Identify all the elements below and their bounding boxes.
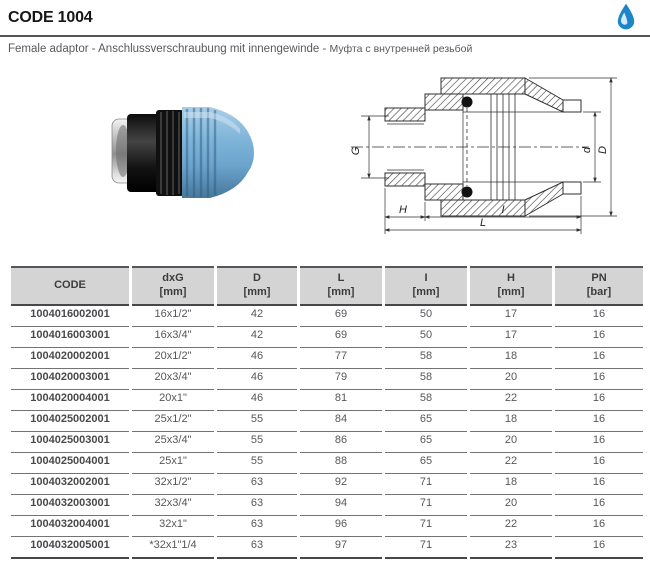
cell-value: 71 (385, 537, 467, 559)
cell-code: 1004025003001 (11, 432, 129, 453)
cell-value: 32x1/2" (132, 474, 214, 495)
dim-label-L: L (479, 217, 487, 229)
cell-value: 79 (300, 369, 382, 390)
cell-value: 16 (555, 516, 643, 537)
cell-value: 23 (470, 537, 552, 559)
table-row (11, 306, 643, 327)
subtitle-ru: Муфта с внутренней резьбой (329, 43, 473, 55)
cell-value: 16 (555, 432, 643, 453)
cell-code: 1004032004001 (11, 516, 129, 537)
cell-value: 50 (385, 327, 467, 348)
table-row (11, 516, 643, 537)
cell-value: 16 (555, 348, 643, 369)
cell-value: 16 (555, 474, 643, 495)
cell-code: 1004025004001 (11, 453, 129, 474)
cell-value: 17 (470, 306, 552, 327)
cell-value: 77 (300, 348, 382, 369)
cell-value: 22 (470, 390, 552, 411)
cell-value: 88 (300, 453, 382, 474)
product-photo (110, 104, 260, 204)
cell-value: 20x3/4" (132, 369, 214, 390)
cell-value: 58 (385, 369, 467, 390)
spec-table-body (11, 306, 643, 559)
fitting-blue-nut (182, 107, 254, 198)
table-row (11, 369, 643, 390)
cell-code: 1004016003001 (11, 327, 129, 348)
cell-value: 32x1" (132, 516, 214, 537)
cell-code: 1004032002001 (11, 474, 129, 495)
cell-value: 18 (470, 348, 552, 369)
table-row (11, 411, 643, 432)
cell-value: 69 (300, 327, 382, 348)
column-header-D: D [mm] (217, 266, 297, 306)
cell-value: 25x3/4" (132, 432, 214, 453)
cell-value: 42 (217, 327, 297, 348)
cell-value: 20 (470, 369, 552, 390)
cell-value: 71 (385, 474, 467, 495)
cell-value: 46 (217, 390, 297, 411)
cell-value: 18 (470, 411, 552, 432)
cell-value: 16 (555, 390, 643, 411)
cell-value: 55 (217, 411, 297, 432)
cell-value: 20 (470, 432, 552, 453)
cell-value: 94 (300, 495, 382, 516)
table-row (11, 495, 643, 516)
table-row (11, 348, 643, 369)
cell-value: 55 (217, 432, 297, 453)
header-row (11, 266, 643, 306)
cell-value: 96 (300, 516, 382, 537)
cell-value: 97 (300, 537, 382, 559)
o-ring-top (462, 97, 473, 108)
column-header-I: I [mm] (385, 266, 467, 306)
table-row (11, 327, 643, 348)
dim-label-d: d (581, 146, 593, 154)
cell-value: 16 (555, 306, 643, 327)
cell-value: 17 (470, 327, 552, 348)
column-header-H: H [mm] (470, 266, 552, 306)
cell-value: 20x1" (132, 390, 214, 411)
column-header-CODE: CODE (11, 266, 129, 306)
cell-value: 65 (385, 432, 467, 453)
cell-code: 1004016002001 (11, 306, 129, 327)
cell-value: 63 (217, 495, 297, 516)
spec-table (8, 266, 646, 559)
cell-value: 16x3/4" (132, 327, 214, 348)
table-row (11, 390, 643, 411)
table-row (11, 432, 643, 453)
cell-value: 65 (385, 411, 467, 432)
table-row (11, 537, 643, 559)
cell-value: 63 (217, 474, 297, 495)
o-ring-bottom (462, 187, 473, 198)
cell-code: 1004020004001 (11, 390, 129, 411)
cell-value: 16x1/2" (132, 306, 214, 327)
column-header-dxG: dxG [mm] (132, 266, 214, 306)
dim-label-H: H (399, 204, 407, 216)
cell-value: 55 (217, 453, 297, 474)
cell-value: 63 (217, 516, 297, 537)
cell-value: 16 (555, 537, 643, 559)
cell-code: 1004020003001 (11, 369, 129, 390)
cell-value: 16 (555, 453, 643, 474)
dim-label-G: G (350, 146, 362, 156)
subtitle-en-de: Female adaptor - Anschlussverschraubung mit innengewinde - (8, 43, 330, 55)
product-subtitle (8, 43, 472, 55)
technical-drawing (345, 58, 645, 248)
table-row (11, 453, 643, 474)
cell-value: 84 (300, 411, 382, 432)
column-header-L: L [mm] (300, 266, 382, 306)
cell-value: 81 (300, 390, 382, 411)
cell-value: 86 (300, 432, 382, 453)
cell-value: 58 (385, 390, 467, 411)
dim-label-I: I (501, 204, 505, 216)
cell-value: 20x1/2" (132, 348, 214, 369)
cell-value: 18 (470, 474, 552, 495)
cell-value: 16 (555, 327, 643, 348)
cell-value: 46 (217, 348, 297, 369)
cell-code: 1004020002001 (11, 348, 129, 369)
column-header-PN: PN [bar] (555, 266, 643, 306)
header-divider (0, 35, 650, 37)
spec-table-head (11, 266, 643, 306)
cell-value: *32x1"1/4 (132, 537, 214, 559)
cell-value: 25x1" (132, 453, 214, 474)
fitting-black-body (127, 110, 184, 196)
cell-value: 69 (300, 306, 382, 327)
cell-value: 16 (555, 495, 643, 516)
cell-value: 22 (470, 453, 552, 474)
cell-value: 22 (470, 516, 552, 537)
cell-value: 63 (217, 537, 297, 559)
table-row (11, 474, 643, 495)
cell-value: 16 (555, 369, 643, 390)
cell-value: 58 (385, 348, 467, 369)
cell-value: 25x1/2" (132, 411, 214, 432)
cell-code: 1004032003001 (11, 495, 129, 516)
cell-value: 92 (300, 474, 382, 495)
cell-value: 16 (555, 411, 643, 432)
cell-value: 71 (385, 516, 467, 537)
cell-value: 32x3/4" (132, 495, 214, 516)
cell-value: 71 (385, 495, 467, 516)
page-title: CODE 1004 (8, 9, 93, 26)
cell-value: 65 (385, 453, 467, 474)
cell-value: 42 (217, 306, 297, 327)
water-drop-icon (615, 3, 637, 32)
cell-value: 20 (470, 495, 552, 516)
cell-code: 1004025002001 (11, 411, 129, 432)
cell-value: 50 (385, 306, 467, 327)
cell-value: 46 (217, 369, 297, 390)
cell-code: 1004032005001 (11, 537, 129, 559)
dim-label-D: D (597, 146, 609, 154)
